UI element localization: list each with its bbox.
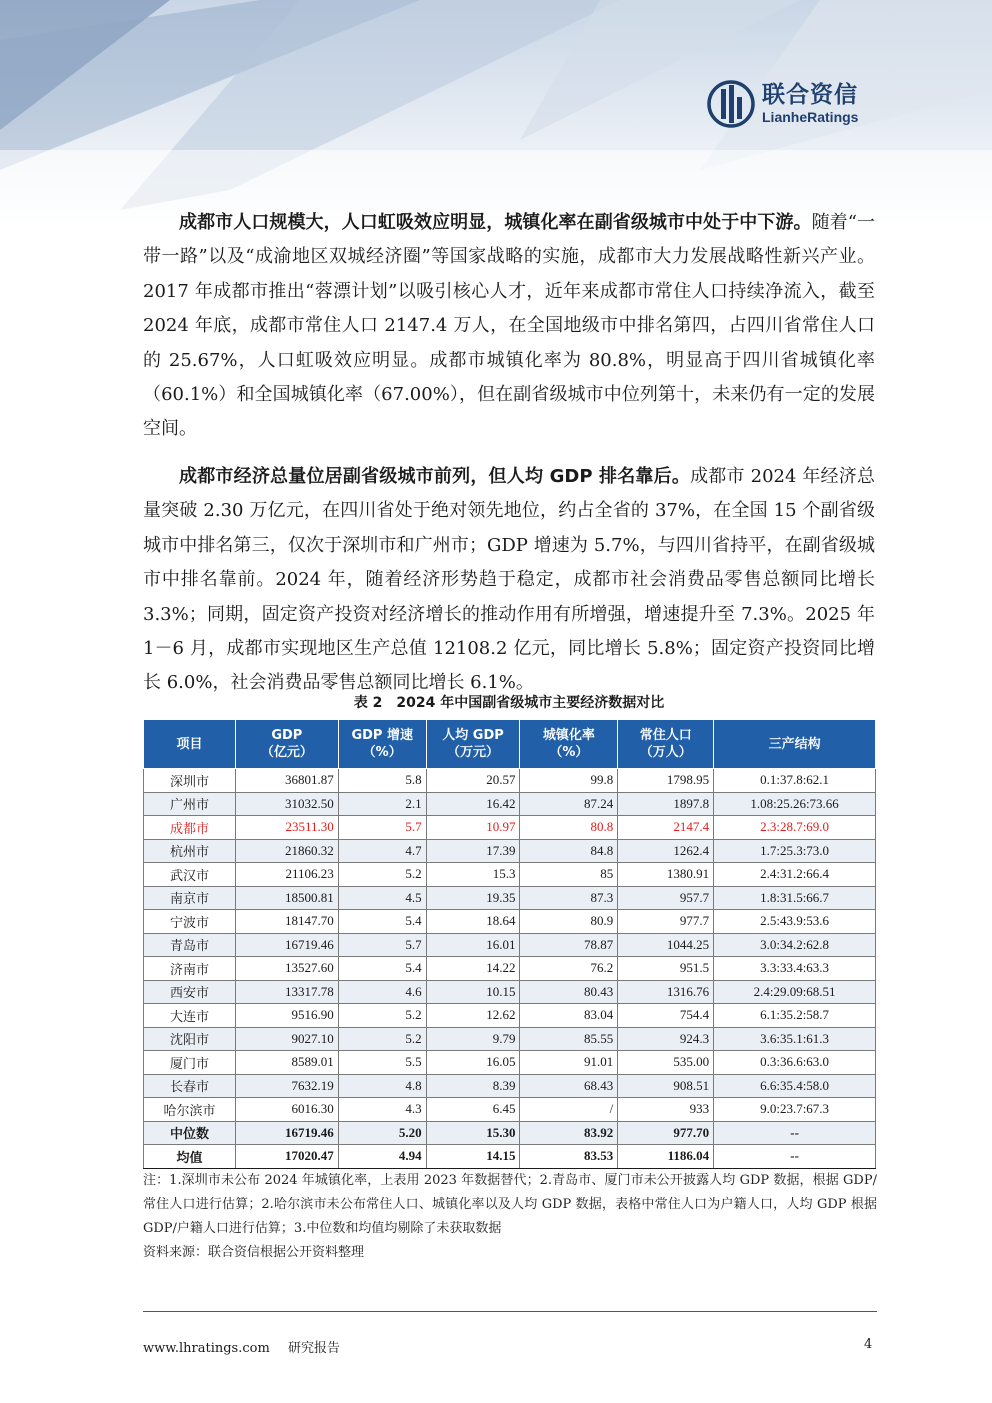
logo-cn-text: 联合资信 (762, 82, 858, 108)
table-cell: 91.01 (520, 1051, 618, 1075)
paragraph-body: 随着“一带一路”以及“成渝地区双城经济圈”等国家战略的实施，成都市大力发展战略性新兴产业。2017 年成都市推出“蓉漂计划”以吸引核心人才，近年来成都市常住人口持续净流入，截至 2024 年底，成都市常住人口 2147.4 万人，在全国地级市中排名第四，占四川省常住人口的 25.67%，人口虹吸效应明显。成都市城镇化率为 80.8%，明显高于四川省城镇化率（60.1%）和全国城镇化率（67.00%），但在副省级城市中位列第十，未来仍有一定的发展空间。 (143, 212, 876, 440)
header-unit: （%） (362, 745, 402, 760)
row-label-cell: 厦门市 (144, 1051, 236, 1075)
header-unit: （%） (549, 745, 589, 760)
table-cell: 5.8 (338, 769, 426, 793)
table-body (144, 769, 876, 1169)
table-cell: 16.42 (426, 792, 520, 816)
table-cell: 83.92 (520, 1121, 618, 1145)
row-label-cell: 均值 (144, 1145, 236, 1169)
header-label: 常住人口 (639, 728, 692, 743)
row-label-cell: 济南市 (144, 957, 236, 981)
table-cell: 1897.8 (618, 792, 714, 816)
table-cell: 2.5:43.9:53.6 (714, 910, 876, 934)
table-cell: 1.7:25.3:73.0 (714, 839, 876, 863)
page-number: 4 (864, 1337, 873, 1352)
row-label-cell: 西安市 (144, 980, 236, 1004)
header-unit: （万人） (639, 745, 692, 760)
lianhe-logo-icon (706, 79, 756, 129)
table-cell: 4.3 (338, 1098, 426, 1122)
table-caption: 表 2 2024 年中国副省级城市主要经济数据对比 (353, 695, 665, 711)
table-cell: 13527.60 (235, 957, 338, 981)
table-cell: 3.3:33.4:63.3 (714, 957, 876, 981)
table-cell: 1.8:31.5:66.7 (714, 886, 876, 910)
table-cell: 17.39 (426, 839, 520, 863)
table-cell: 68.43 (520, 1074, 618, 1098)
table-cell: 19.35 (426, 886, 520, 910)
table-cell: 1262.4 (618, 839, 714, 863)
table-cell: 85.55 (520, 1027, 618, 1051)
paragraph-lead: 成都市人口规模大，人口虹吸效应明显，城镇化率在副省级城市中处于中下游。 (179, 212, 812, 233)
table-cell: 2.1 (338, 792, 426, 816)
table-cell: 6.1:35.2:58.7 (714, 1004, 876, 1028)
table-cell: 3.6:35.1:61.3 (714, 1027, 876, 1051)
table-row (144, 1121, 876, 1145)
table-cell: 2147.4 (618, 816, 714, 840)
table-cell: 5.2 (338, 1027, 426, 1051)
table-cell: 99.8 (520, 769, 618, 793)
row-label-cell: 成都市 (144, 816, 236, 840)
row-label-cell: 广州市 (144, 792, 236, 816)
table-cell: 8589.01 (235, 1051, 338, 1075)
table-header-cell (235, 720, 338, 769)
table-cell: 5.20 (338, 1121, 426, 1145)
table-cell: 1044.25 (618, 933, 714, 957)
table-cell: 31032.50 (235, 792, 338, 816)
table-header-row (144, 720, 876, 769)
table-cell: 6.45 (426, 1098, 520, 1122)
table-cell: 4.7 (338, 839, 426, 863)
table-row (144, 1074, 876, 1098)
footer-website: www.lhratings.com (143, 1341, 270, 1356)
table-cell: 85 (520, 863, 618, 887)
table-cell: 908.51 (618, 1074, 714, 1098)
table-cell: 83.53 (520, 1145, 618, 1169)
table-cell: 83.04 (520, 1004, 618, 1028)
table-cell: 7632.19 (235, 1074, 338, 1098)
table-cell: 4.6 (338, 980, 426, 1004)
table-cell: 5.2 (338, 863, 426, 887)
row-label-cell: 长春市 (144, 1074, 236, 1098)
table-cell: 18147.70 (235, 910, 338, 934)
table-cell: 2.4:31.2:66.4 (714, 863, 876, 887)
table-notes: 注：1.深圳市未公布 2024 年城镇化率，上表用 2023 年数据替代；2.青岛市、厦门市未公开披露人均 GDP 数据，根据 GDP/常住人口进行估算；2.哈尔滨市未公布常住人口、城镇化率以及人均 GDP 数据，表格中常住人口为户籍人口，人均 GDP 根据 GDP/户籍人口进行估算；3.中位数和均值均剔除了未获取数据 (143, 1173, 877, 1236)
table-cell: 18500.81 (235, 886, 338, 910)
table-row (144, 1051, 876, 1075)
table-cell: 84.8 (520, 839, 618, 863)
row-label-cell: 武汉市 (144, 863, 236, 887)
table-cell: 951.5 (618, 957, 714, 981)
table-cell: 977.7 (618, 910, 714, 934)
table-cell: 12.62 (426, 1004, 520, 1028)
table-cell: 17020.47 (235, 1145, 338, 1169)
table-cell: 1.08:25.26:73.66 (714, 792, 876, 816)
footer (143, 1337, 354, 1356)
header-label: 项目 (176, 736, 203, 752)
table-cell: 9.79 (426, 1027, 520, 1051)
footer-label: 研究报告 (287, 1341, 340, 1356)
table-cell: 924.3 (618, 1027, 714, 1051)
table-cell: 5.4 (338, 957, 426, 981)
table-cell: 76.2 (520, 957, 618, 981)
table-cell: 2.4:29.09:68.51 (714, 980, 876, 1004)
table-cell: 10.97 (426, 816, 520, 840)
table-cell: 16.05 (426, 1051, 520, 1075)
table-cell: 2.3:28.7:69.0 (714, 816, 876, 840)
table-row (144, 1027, 876, 1051)
company-logo (706, 78, 858, 130)
table-row (144, 792, 876, 816)
table-cell: 1798.95 (618, 769, 714, 793)
table-cell: 10.15 (426, 980, 520, 1004)
table-cell: 4.94 (338, 1145, 426, 1169)
table-cell: 16719.46 (235, 1121, 338, 1145)
table-cell: 0.1:37.8:62.1 (714, 769, 876, 793)
paragraph-population (143, 206, 875, 447)
logo-en-text: LianheRatings (762, 109, 859, 125)
row-label-cell: 杭州市 (144, 839, 236, 863)
table-header-cell (618, 720, 714, 769)
table-cell: 4.5 (338, 886, 426, 910)
header-label: 城镇化率 (542, 728, 595, 743)
table-cell: 0.3:36.6:63.0 (714, 1051, 876, 1075)
table-row (144, 1004, 876, 1028)
table-cell: 14.22 (426, 957, 520, 981)
table-cell: 13317.78 (235, 980, 338, 1004)
table-cell: 5.5 (338, 1051, 426, 1075)
table-cell: 1186.04 (618, 1145, 714, 1169)
table-cell: -- (714, 1145, 876, 1169)
table-cell: 36801.87 (235, 769, 338, 793)
table-cell: 933 (618, 1098, 714, 1122)
table-cell: 9516.90 (235, 1004, 338, 1028)
table-cell: 5.7 (338, 816, 426, 840)
table-cell: 20.57 (426, 769, 520, 793)
table-row (144, 1145, 876, 1169)
economic-data-table (143, 719, 876, 1169)
row-label-cell: 中位数 (144, 1121, 236, 1145)
table-cell: 6.6:35.4:58.0 (714, 1074, 876, 1098)
header-unit: （亿元） (260, 745, 313, 760)
table-cell: 15.30 (426, 1121, 520, 1145)
table-cell: 9.0:23.7:67.3 (714, 1098, 876, 1122)
paragraph-economy (143, 460, 875, 701)
table-cell: 16719.46 (235, 933, 338, 957)
table-header-cell (426, 720, 520, 769)
table-cell: 87.24 (520, 792, 618, 816)
table-cell: 15.3 (426, 863, 520, 887)
table-row (144, 769, 876, 793)
table-cell: 21860.32 (235, 839, 338, 863)
row-label-cell: 哈尔滨市 (144, 1098, 236, 1122)
table-cell: 6016.30 (235, 1098, 338, 1122)
paragraph-body: 成都市 2024 年经济总量突破 2.30 万亿元，在四川省处于绝对领先地位，约占全省的 37%，在全国 15 个副省级城市中排名第三，仅次于深圳市和广州市；GDP 增速为 5.7%，与四川省持平，在副省级城市中排名靠前。2024 年，随着经济形势趋于稳定，成都市社会消费品零售总额同比增长 3.3%；同期，固定资产投资对经济增长的推动作用有所增强，增速提升至 7.3%。2025 年 1－6 月，成都市实现地区生产总值 12108.2 亿元，同比增长 5.8%；固定资产投资同比增长 6.0%，社会消费品零售总额同比增长 6.1%。 (143, 466, 875, 694)
table-header-cell (714, 720, 876, 769)
table-cell: 1316.76 (618, 980, 714, 1004)
table-row (144, 957, 876, 981)
paragraph-lead: 成都市经济总量位居副省级城市前列，但人均 GDP 排名靠后。 (179, 466, 691, 487)
table-cell: 18.64 (426, 910, 520, 934)
table-row (144, 816, 876, 840)
table-cell: 21106.23 (235, 863, 338, 887)
header-label: GDP 增速 (351, 728, 413, 743)
table-row (144, 910, 876, 934)
table-header-cell (338, 720, 426, 769)
table-cell: / (520, 1098, 618, 1122)
table-cell: 80.8 (520, 816, 618, 840)
table-cell: 5.7 (338, 933, 426, 957)
table-cell: 977.70 (618, 1121, 714, 1145)
header-label: 三产结构 (768, 736, 821, 752)
table-row (144, 980, 876, 1004)
table-row (144, 933, 876, 957)
table-cell: 80.43 (520, 980, 618, 1004)
table-cell: 87.3 (520, 886, 618, 910)
header-label: GDP (271, 728, 303, 743)
table-cell: -- (714, 1121, 876, 1145)
table-cell: 5.2 (338, 1004, 426, 1028)
table-row (144, 839, 876, 863)
table-cell: 16.01 (426, 933, 520, 957)
table-header-cell (520, 720, 618, 769)
table-cell: 78.87 (520, 933, 618, 957)
row-label-cell: 南京市 (144, 886, 236, 910)
table-cell: 3.0:34.2:62.8 (714, 933, 876, 957)
table-cell: 9027.10 (235, 1027, 338, 1051)
table-cell: 4.8 (338, 1074, 426, 1098)
row-label-cell: 深圳市 (144, 769, 236, 793)
row-label-cell: 沈阳市 (144, 1027, 236, 1051)
table-cell: 80.9 (520, 910, 618, 934)
row-label-cell: 大连市 (144, 1004, 236, 1028)
table-row (144, 863, 876, 887)
table-cell: 957.7 (618, 886, 714, 910)
header-label: 人均 GDP (442, 728, 504, 743)
table-cell: 5.4 (338, 910, 426, 934)
row-label-cell: 青岛市 (144, 933, 236, 957)
table-row (144, 1098, 876, 1122)
table-cell: 14.15 (426, 1145, 520, 1169)
header-unit: （万元） (447, 745, 500, 760)
table-cell: 23511.30 (235, 816, 338, 840)
table-cell: 535.00 (618, 1051, 714, 1075)
table-row (144, 886, 876, 910)
table-header-cell (144, 720, 236, 769)
table-cell: 1380.91 (618, 863, 714, 887)
data-source: 资料来源：联合资信根据公开资料整理 (143, 1245, 365, 1260)
row-label-cell: 宁波市 (144, 910, 236, 934)
table-cell: 8.39 (426, 1074, 520, 1098)
footer-divider (143, 1311, 877, 1312)
table-cell: 754.4 (618, 1004, 714, 1028)
